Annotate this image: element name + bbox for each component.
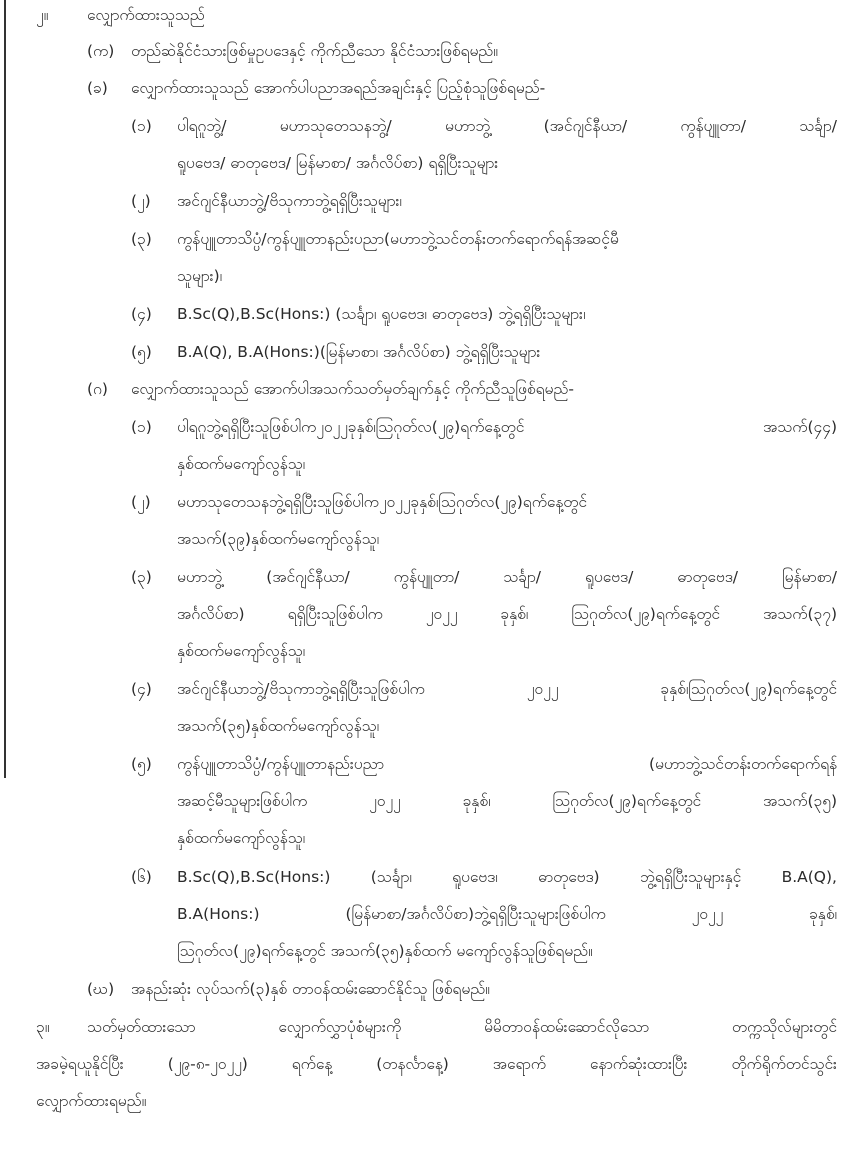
- subitem-text: ကွန်ပျူတာသိပ္ပံ/ကွန်ပျူတာနည်းပညာ(မဟာဘွဲ့သင်တန်းတက်ရောက်ရန်အဆင့်မီ: [177, 230, 619, 248]
- subitem-text-cont: အသက်(၃၅)နှစ်ထက်မကျော်လွန်သူ၊: [177, 717, 380, 735]
- subitem-text: မဟာသုတေသနဘွဲ့ရရှိပြီးသူဖြစ်ပါက၂၀၂၂ခုနှစ်၊ဩဂုတ်လ(၂၉)ရက်နေ့တွင်: [177, 493, 587, 511]
- subitem-text: အင်ဂျင်နီယာဘွဲ့/ဗိသုကာဘွဲ့ရရှိပြီးသူဖြစ်ပါက ၂၀၂၂ ခုနှစ်၊ဩဂုတ်လ(၂၉)ရက်နေ့တွင်: [177, 680, 837, 698]
- subitem-text-cont: ဩဂုတ်လ(၂၉)ရက်နေ့တွင် အသက်(၃၅)နှစ်ထက် မကျော်လွန်သူဖြစ်ရမည်။: [177, 942, 593, 960]
- subitem-text-cont: နှစ်ထက်မကျော်လွန်သူ၊: [177, 642, 306, 660]
- subitem-label: (၄): [131, 680, 152, 698]
- item-label: (ဃ): [87, 980, 115, 998]
- subitem-text-cont: နှစ်ထက်မကျော်လွန်သူ၊: [177, 829, 306, 847]
- subitem-label: (၃): [131, 230, 152, 248]
- subitem-label: (၁): [131, 418, 152, 436]
- subitem-label: (၂): [131, 192, 151, 210]
- subitem-label: (၅): [131, 343, 152, 361]
- subitem-label: (၆): [131, 868, 152, 886]
- subitem-text-cont: B.A(Hons:) (မြန်မာစာ/အင်္ဂလိပ်စာ)ဘွဲ့ရရှိပြီးသူများဖြစ်ပါက ၂၀၂၂ ခုနှစ်၊: [177, 905, 837, 923]
- section-number: ၃။: [36, 1018, 50, 1036]
- section-heading: လျှောက်ထားသူသည်: [87, 6, 205, 24]
- item-label: (ဂ): [87, 380, 108, 398]
- item-text: အနည်းဆုံး လုပ်သက်(၃)နှစ် တာဝန်ထမ်းဆောင်နိုင်သူ ဖြစ်ရမည်။: [131, 980, 490, 998]
- subitem-text-cont: အဆင့်မီသူများဖြစ်ပါက ၂၀၂၂ ခုနှစ်၊ ဩဂုတ်လ(၂၉)ရက်နေ့တွင် အသက်(၃၅): [177, 792, 837, 810]
- subitem-text: B.Sc(Q),B.Sc(Hons:) (သင်္ချာ၊ ရူပဗေဒ၊ ဓာတုဗေဒ) ဘွဲ့ရရှိပြီးသူများ၊: [177, 305, 586, 323]
- subitem-label: (၅): [131, 755, 152, 773]
- subitem-text: အင်ဂျင်နီယာဘွဲ့/ဗိသုကာဘွဲ့ရရှိပြီးသူများ၊: [177, 192, 402, 210]
- subitem-text-cont: အင်္ဂလိပ်စာ) ရရှိပြီးသူဖြစ်ပါက ၂၀၂၂ ခုနှစ်၊ ဩဂုတ်လ(၂၉)ရက်နေ့တွင် အသက်(၃၇): [177, 605, 837, 623]
- subitem-text-cont: နှစ်ထက်မကျော်လွန်သူ၊: [177, 455, 306, 473]
- subitem-text: B.Sc(Q),B.Sc(Hons:) (သင်္ချာ၊ ရူပဗေဒ၊ ဓာတုဗေဒ) ဘွဲ့ရရှိပြီးသူများနှင့် B.A(Q),: [177, 868, 837, 886]
- item-text: လျှောက်ထားသူသည် အောက်ပါအသက်သတ်မှတ်ချက်နှင့် ကိုက်ညီသူဖြစ်ရမည်-: [131, 380, 574, 398]
- subitem-label: (၂): [131, 493, 151, 511]
- item-text: လျှောက်ထားသူသည် အောက်ပါပညာအရည်အချင်းနှင့် ပြည့်စုံသူဖြစ်ရမည်-: [131, 79, 546, 97]
- subitem-label: (၁): [131, 117, 152, 135]
- item-label: (ခ): [87, 79, 108, 97]
- subitem-text-cont: အသက်(၃၉)နှစ်ထက်မကျော်လွန်သူ၊: [177, 530, 380, 548]
- subitem-text: B.A(Q), B.A(Hons:)(မြန်မာစာ၊ အင်္ဂလိပ်စာ) ဘွဲ့ရရှိပြီးသူများ: [177, 343, 541, 361]
- item-text: တည်ဆဲနိုင်ငံသားဖြစ်မှုဥပဒေနှင့် ကိုက်ညီသော နိုင်ငံသားဖြစ်ရမည်။: [131, 42, 498, 60]
- subitem-text: ကွန်ပျူတာသိပ္ပံ/ကွန်ပျူတာနည်းပညာ (မဟာဘွဲ့သင်တန်းတက်ရောက်ရန်: [177, 755, 837, 773]
- subitem-text-cont: သူများ)၊: [177, 267, 223, 285]
- subitem-text-cont: ရူပဗေဒ/ ဓာတုဗေဒ/ မြန်မာစာ/ အင်္ဂလိပ်စာ) ရရှိပြီးသူများ: [177, 154, 499, 172]
- subitem-text: ပါရဂူဘွဲ့/ မဟာသုတေသနဘွဲ့/ မဟာဘွဲ့ (အင်ဂျင်နီယာ/ ကွန်ပျူတာ/ သင်္ချာ/: [177, 117, 837, 135]
- subitem-label: (၄): [131, 305, 152, 323]
- item-label: (က): [87, 42, 115, 60]
- section-text: သတ်မှတ်ထားသော လျှောက်လွှာပုံစံများကို မိမိတာဝန်ထမ်းဆောင်လိုသော တက္ကသိုလ်များတွင်: [87, 1018, 837, 1036]
- left-margin-rule: [4, 0, 6, 778]
- section-text-cont: လျှောက်ထားရမည်။: [36, 1092, 147, 1110]
- section-text-cont: အခမဲ့ရယူနိုင်ပြီး (၂၉-၈-၂၀၂၂) ရက်နေ့ (တနင်္လာနေ့) အရောက် နောက်ဆုံးထားပြီး တိုက်ရိုက်တင်သွင်း: [36, 1055, 837, 1073]
- subitem-text: မဟာဘွဲ့ (အင်ဂျင်နီယာ/ ကွန်ပျူတာ/ သင်္ချာ/ ရူပဗေဒ/ ဓာတုဗေဒ/ မြန်မာစာ/: [177, 568, 837, 586]
- subitem-label: (၃): [131, 568, 152, 586]
- subitem-text: ပါရဂူဘွဲ့ရရှိပြီးသူဖြစ်ပါက၂၀၂၂ခုနှစ်၊ဩဂုတ်လ(၂၉)ရက်နေ့တွင် အသက်(၄၄): [177, 418, 837, 436]
- section-number: ၂။: [36, 6, 49, 24]
